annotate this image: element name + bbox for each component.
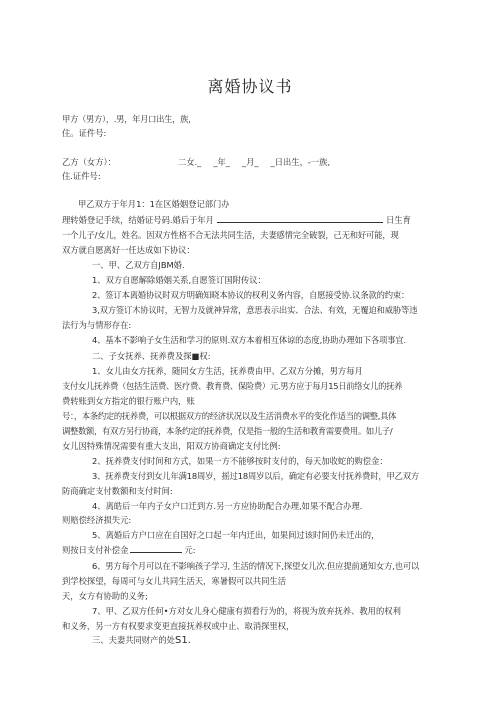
section-3-heading-text: 三、夫妻共同财产的处 bbox=[92, 635, 175, 645]
section-1-item-2: 2、签订本离婚协议时双方明确知晓本协议的权利义务内容，自愿接受协.议条款的约束： bbox=[92, 290, 410, 300]
section-2-item-3-cont: 防商确定支付数额和支付时间: bbox=[62, 486, 173, 496]
intro-line-2-end: 日生育 bbox=[385, 215, 411, 225]
section-2-item-4-cont: 则赔偿经济损失元: bbox=[62, 515, 132, 525]
party-b-day: _日出生，-一族, bbox=[270, 157, 331, 167]
section-2-item-6: 6、男方每个月可以在不影响孩子学习, 生活的情况下,探望女儿次.但应提前通知女方,也可以 bbox=[92, 561, 420, 571]
party-b-line-2: 住.证件号: bbox=[62, 171, 101, 181]
section-1-item-4: 4、基本不影响子女生活和学习的原则.双方本着相互体谅的态度,协助办理如下各项事宜. bbox=[92, 335, 407, 345]
party-b-label: 乙方（女方）： bbox=[62, 157, 116, 167]
section-2-item-1-cont-1: 支付女儿抚养费（包括生活费、医疗费、教育费、保险费）元.男方应于每月15日前络女儿的抚养 bbox=[62, 381, 403, 391]
section-1-item-3-cont: 法行为与情形存在: bbox=[62, 320, 132, 330]
party-b-line-1 bbox=[62, 156, 330, 168]
section-2-item-2: 2、抚养费支付时间和方式，如果一方不能够按时支付的，每天加收蛇的购偿金： bbox=[92, 456, 388, 466]
section-2-item-7: 7、甲、乙双方任何•方对女儿身心健康有损看行为的，将视为放弃抚养、教用的权利 bbox=[92, 606, 401, 616]
intro-line-4: 双方就自愿离好一任达成如下协议： bbox=[62, 245, 195, 255]
compensation-unit: 元: bbox=[184, 545, 196, 555]
intro-line-1: 甲乙双方于年月1：1在区婚姻登记部门办 bbox=[78, 199, 230, 209]
section-2-item-6-cont-2: 天，女方有协助的义务; bbox=[62, 591, 148, 601]
intro-line-2 bbox=[62, 214, 411, 226]
compensation-blank bbox=[130, 544, 182, 553]
intro-line-3: 一个儿子/女儿，姓名。因双方性格不合无法共同生活，夫妻感情完全破裂，己无和好可能，现 bbox=[62, 230, 399, 240]
section-1-item-3: 3,双方签订木协议时，无智力及就神异常，意思表示出实、合法、有效，无覆迫和威胁等违 bbox=[92, 305, 418, 315]
intro-line-2-text: 理转婚登记手续，结婚证号码.婚后于年月 bbox=[62, 215, 214, 225]
page-title: 离婚协议书 bbox=[207, 77, 293, 96]
party-b-month: _月_ bbox=[241, 157, 259, 167]
section-2-item-3: 3、抚养费支付到女儿年满18周岁，摇过18周岁以后，确定有必要支付抚养费时，甲乙双方 bbox=[92, 471, 420, 481]
section-2-item-1-cont-2: 费转账到女方指定的银行账户内，账 bbox=[62, 396, 195, 406]
section-2-item-5: 5、离婚后方户口应在自国好之口起一年内迁出，如果间过该时间仍未迁出的， bbox=[92, 530, 380, 540]
section-2-heading: 二、子女抚养、抚养费及探■权: bbox=[92, 351, 211, 361]
party-b-gender: 二女._ bbox=[177, 157, 202, 167]
section-3-heading-suffix: S1. bbox=[174, 635, 191, 646]
section-2-item-7-cont: 和义务，另一方有权要求变更直接抚养权或中止、取消探里权， bbox=[62, 621, 295, 631]
section-2-item-1: 1、女儿由女方抚养，随同女方生活，抚养费由甲、乙双方分摊，男方每月 bbox=[92, 366, 363, 376]
intro-blank bbox=[217, 214, 383, 223]
section-2-item-1-cont-4: 调整数额，有双方另行协商，本条约定的抚养费，仅是指一般的生活和教育需要费用。如儿子/ bbox=[62, 426, 393, 436]
section-2-item-5-cont bbox=[62, 544, 195, 556]
section-2-item-1-cont-5: 女儿因特殊情况需要有重大支出，阳双方协商确定支付比例: bbox=[62, 441, 281, 451]
section-2-item-4: 4、离皓后一年内子女户口迁到方.另一方应协助配合办理,如果不配合办理. bbox=[92, 501, 363, 511]
section-1-heading: 一、甲、乙双方自JBM婚. bbox=[92, 260, 185, 270]
section-1-item-1: 1、双方自愿解除婚姻关系,自愿签订国附传议： bbox=[92, 275, 266, 285]
section-3-heading bbox=[92, 634, 191, 647]
section-2-item-6-cont-1: 到学校探望，每周可与女儿共同生活天，寒暑假可以共同生活 bbox=[62, 576, 287, 586]
party-a-line-1: 甲方（男方），.男，年月口出生，族， bbox=[62, 114, 197, 124]
compensation-label: 则按日支付补偿金 bbox=[62, 545, 129, 555]
party-b-year: _年_ bbox=[213, 157, 230, 167]
section-2-item-1-cont-3: 号：，本条约定的抚养费，可以根据双方的经济状况以及生活消费水平的变化作适当的调整,具体 bbox=[62, 411, 397, 421]
party-a-line-2: 住。证件号: bbox=[62, 128, 107, 138]
